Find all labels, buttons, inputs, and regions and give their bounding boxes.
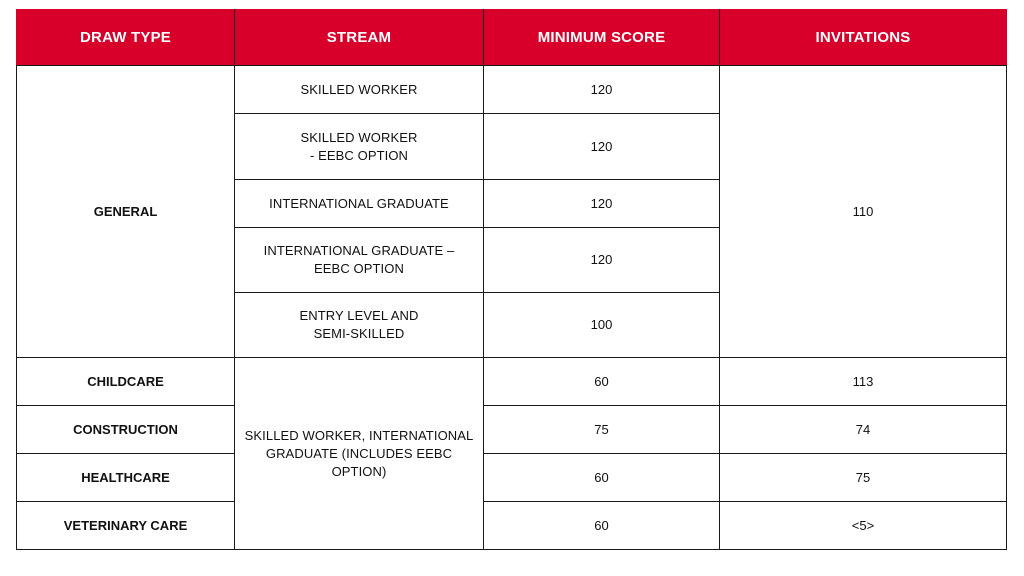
- table-row: [17, 406, 1007, 454]
- minimum-score-cell: 60: [484, 454, 720, 502]
- minimum-score-cell: 120: [484, 114, 720, 180]
- table-row: [17, 358, 1007, 406]
- stream-cell: SKILLED WORKER: [235, 66, 484, 114]
- header-stream: STREAM: [235, 10, 484, 66]
- stream-cell: INTERNATIONAL GRADUATE: [235, 180, 484, 228]
- invitations-cell: 113: [720, 358, 1007, 406]
- stream-cell: ENTRY LEVEL AND SEMI-SKILLED: [235, 293, 484, 358]
- stream-targeted: SKILLED WORKER, INTERNATIONAL GRADUATE (INCLUDES EEBC OPTION): [235, 358, 484, 550]
- stream-cell: INTERNATIONAL GRADUATE – EEBC OPTION: [235, 228, 484, 293]
- minimum-score-cell: 120: [484, 180, 720, 228]
- draw-type-childcare: CHILDCARE: [17, 358, 235, 406]
- table-header: [17, 10, 1007, 66]
- minimum-score-cell: 75: [484, 406, 720, 454]
- invitations-general: 110: [720, 66, 1007, 358]
- invitations-cell: <5>: [720, 502, 1007, 550]
- draw-type-construction: CONSTRUCTION: [17, 406, 235, 454]
- table-body: [17, 66, 1007, 550]
- invitations-cell: 74: [720, 406, 1007, 454]
- minimum-score-cell: 60: [484, 502, 720, 550]
- draw-type-general: GENERAL: [17, 66, 235, 358]
- draw-results-table: [16, 9, 1007, 550]
- table-row: [17, 454, 1007, 502]
- minimum-score-cell: 120: [484, 66, 720, 114]
- invitations-cell: 75: [720, 454, 1007, 502]
- header-draw-type: DRAW TYPE: [17, 10, 235, 66]
- draw-type-veterinary-care: VETERINARY CARE: [17, 502, 235, 550]
- draw-results-container: [16, 9, 1006, 550]
- header-row: [17, 10, 1007, 66]
- table-row: [17, 66, 1007, 114]
- header-minimum-score: MINIMUM SCORE: [484, 10, 720, 66]
- minimum-score-cell: 120: [484, 228, 720, 293]
- minimum-score-cell: 100: [484, 293, 720, 358]
- table-row: [17, 502, 1007, 550]
- stream-cell: SKILLED WORKER - EEBC OPTION: [235, 114, 484, 180]
- header-invitations: INVITATIONS: [720, 10, 1007, 66]
- draw-type-healthcare: HEALTHCARE: [17, 454, 235, 502]
- minimum-score-cell: 60: [484, 358, 720, 406]
